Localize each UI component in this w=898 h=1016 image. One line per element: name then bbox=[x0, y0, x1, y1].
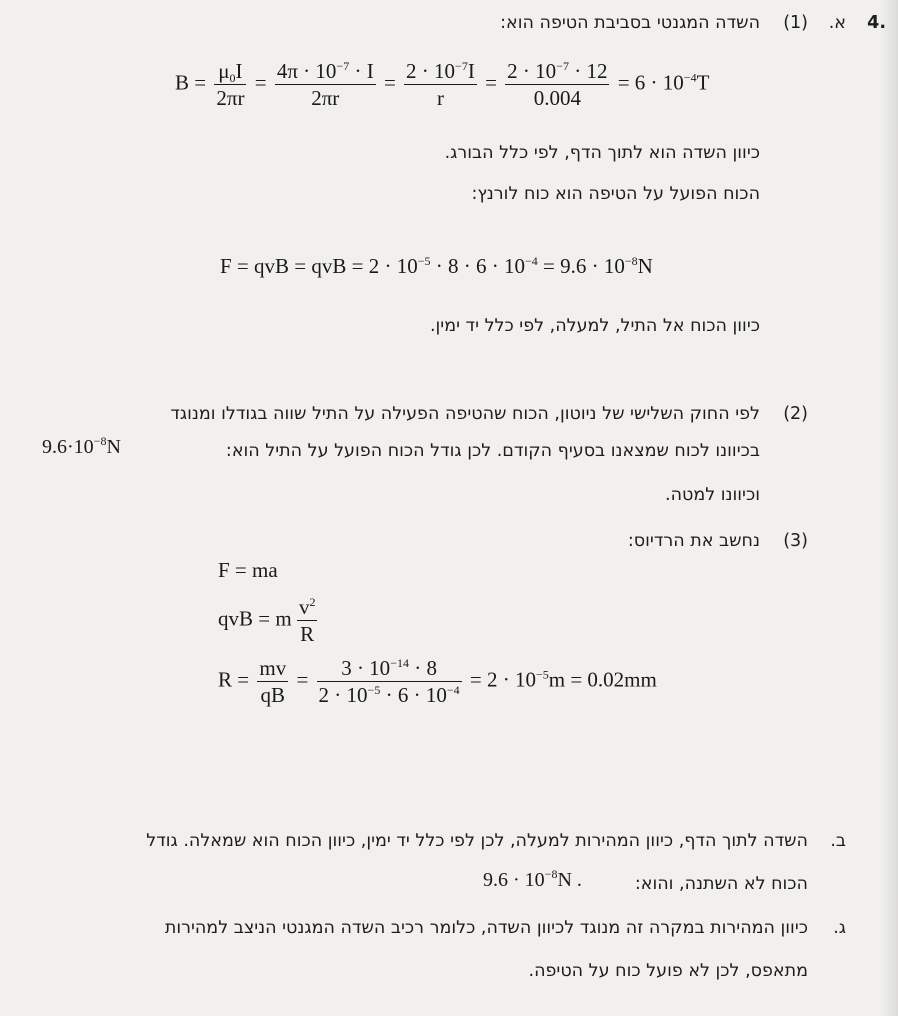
eq-b-f1-den: 2πr bbox=[216, 86, 245, 110]
eq2-lhs: qvB = m bbox=[218, 606, 292, 631]
eq2-den: R bbox=[300, 622, 315, 646]
eq-f-c: = 9.6 · 10 bbox=[537, 254, 625, 278]
eq3-result-exp: −5 bbox=[535, 667, 549, 682]
eq-b-f2-exp: −7 bbox=[336, 59, 350, 73]
eq-f-b: · 8 · 6 · 10 bbox=[430, 254, 525, 278]
part-b-force-value bbox=[483, 869, 582, 892]
s2-unit: N bbox=[106, 436, 121, 458]
part-a-s2-num: (2) bbox=[783, 404, 808, 424]
eq-b-f4-exp: −7 bbox=[556, 59, 569, 73]
equation-lorentz-force bbox=[220, 254, 653, 279]
b-unit: N . bbox=[557, 869, 582, 891]
eq-b-f1-mu: μ bbox=[218, 59, 230, 83]
eq3-eq: = bbox=[296, 667, 309, 692]
eq-b-f2-den: 2πr bbox=[311, 86, 340, 110]
s2-value: 9.6·10 bbox=[42, 436, 94, 458]
eq3-f2-den-b: · 6 · 10 bbox=[380, 683, 447, 707]
part-c-line2: מתאפס, לכן לא פועל כוח על הטיפה. bbox=[528, 961, 808, 981]
part-a-s2-line3: וכיוונו למטה. bbox=[665, 485, 760, 505]
question-number: .4 bbox=[867, 13, 886, 33]
eq3-f2-den-e2: −4 bbox=[446, 683, 460, 697]
eq3-result-a: = 2 · 10 bbox=[469, 667, 536, 692]
part-a-s2-line2: בכיוונו לכוח שמצאנו בסעיף הקודם. לכן גודל הכוח הפועל על התיל הוא: bbox=[225, 441, 760, 461]
eq3-lhs: R = bbox=[218, 667, 250, 692]
eq-b-eq1: = bbox=[254, 70, 267, 95]
equation-f-ma: F = ma bbox=[218, 558, 278, 582]
equation-radius bbox=[218, 655, 657, 708]
eq-f-e1: −5 bbox=[417, 254, 431, 268]
eq-b-f4-b: · 12 bbox=[568, 59, 608, 83]
fraction-2e-7-i-over-r bbox=[404, 58, 477, 111]
fraction-mu0-i-over-2pir bbox=[214, 58, 246, 111]
eq-b-result: = 6 · 10 bbox=[617, 70, 684, 95]
s2-exp: −8 bbox=[93, 434, 107, 448]
eq-b-f3-b: I bbox=[467, 59, 475, 83]
eq3-f2-num-exp: −14 bbox=[390, 656, 409, 670]
eq-b-f3-den: r bbox=[436, 86, 444, 110]
part-c-line1: כיוון המהירות במקרה זה מנוגד לכיוון השדה, כלומר רכיב השדה המגנטי הניצב למהירות bbox=[164, 918, 808, 938]
eq-b-f4-den: 0.004 bbox=[533, 86, 581, 110]
fraction-4pi bbox=[275, 58, 376, 111]
fraction-v2-over-r bbox=[297, 594, 318, 647]
eq3-f1-den: qB bbox=[260, 683, 286, 707]
eq-b-f3-a: 2 · 10 bbox=[406, 59, 456, 83]
eq-f-a: F = qvB = qvB = 2 · 10 bbox=[220, 254, 418, 278]
part-a-s3-intro: נחשב את הרדיוס: bbox=[627, 531, 760, 551]
eq2-exp: 2 bbox=[309, 595, 316, 609]
part-c-letter: ג. bbox=[833, 918, 846, 938]
part-b-letter: ב. bbox=[830, 831, 846, 851]
eq-b-f4-a: 2 · 10 bbox=[507, 59, 557, 83]
eq2-num: v bbox=[298, 595, 310, 619]
part-b-line2: הכוח לא השתנה, והוא: bbox=[634, 874, 808, 894]
eq-b-f2-b: · I bbox=[349, 59, 374, 83]
lorentz-force-intro: הכוח הפועל על הטיפה הוא כוח לורנץ: bbox=[471, 184, 760, 204]
eq-b-lhs: B = bbox=[175, 70, 207, 95]
eq-b-f1-sub: 0 bbox=[229, 71, 236, 85]
eq3-result-b: m = 0.02mm bbox=[548, 667, 657, 692]
eq3-f1-num: mv bbox=[259, 656, 287, 680]
force-direction-text: כיוון הכוח אל התיל, למעלה, לפי כלל יד ימין. bbox=[429, 316, 760, 336]
fraction-numeric bbox=[505, 58, 609, 111]
eq-b-eq2: = bbox=[383, 70, 396, 95]
eq-b-result-unit: T bbox=[696, 70, 710, 95]
part-a-s1-intro: השדה המגנטי בסביבת הטיפה הוא: bbox=[500, 13, 760, 33]
equation-magnetic-field bbox=[175, 58, 709, 111]
eq-f-d: N bbox=[637, 254, 653, 278]
eq3-f2-den-e1: −5 bbox=[367, 683, 381, 697]
part-a-s2-line1: לפי החוק השלישי של ניוטון, הכוח שהטיפה הפעילה על התיל שווה בגודלו ומנוגד bbox=[170, 404, 760, 424]
fraction-radius-numeric bbox=[317, 655, 462, 708]
field-direction-text: כיוון השדה הוא לתוך הדף, לפי כלל הבורג. bbox=[444, 143, 760, 163]
eq-f-e2: −4 bbox=[524, 254, 538, 268]
eq-b-f2-a: 4π · 10 bbox=[276, 59, 337, 83]
part-a-letter: א. bbox=[828, 13, 846, 33]
part-a-s1-num: (1) bbox=[783, 13, 808, 33]
equation-qvb-mv2-over-r bbox=[218, 594, 320, 647]
part-a-s3-num: (3) bbox=[783, 531, 808, 551]
eq-f-e3: −8 bbox=[624, 254, 638, 268]
eq3-f2-num-b: · 8 bbox=[408, 656, 437, 680]
part-b-line1: השדה לתוך הדף, כיוון המהירות למעלה, לכן לפי כלל יד ימין, כיוון הכוח הוא שמאלה. גודל bbox=[146, 831, 808, 851]
b-value: 9.6 · 10 bbox=[483, 869, 545, 891]
eq3-f2-num-a: 3 · 10 bbox=[341, 656, 391, 680]
b-exp: −8 bbox=[544, 867, 558, 881]
eq-b-f1-rest: I bbox=[235, 59, 243, 83]
page-edge-shadow bbox=[880, 0, 898, 1016]
eq-b-f3-exp: −7 bbox=[455, 59, 468, 73]
eq-b-eq3: = bbox=[485, 70, 497, 95]
eq3-f2-den-a: 2 · 10 bbox=[318, 683, 368, 707]
part-a-s2-force-value bbox=[42, 436, 121, 459]
fraction-mv-over-qb bbox=[257, 655, 288, 708]
eq-b-result-exp: −4 bbox=[683, 70, 697, 85]
